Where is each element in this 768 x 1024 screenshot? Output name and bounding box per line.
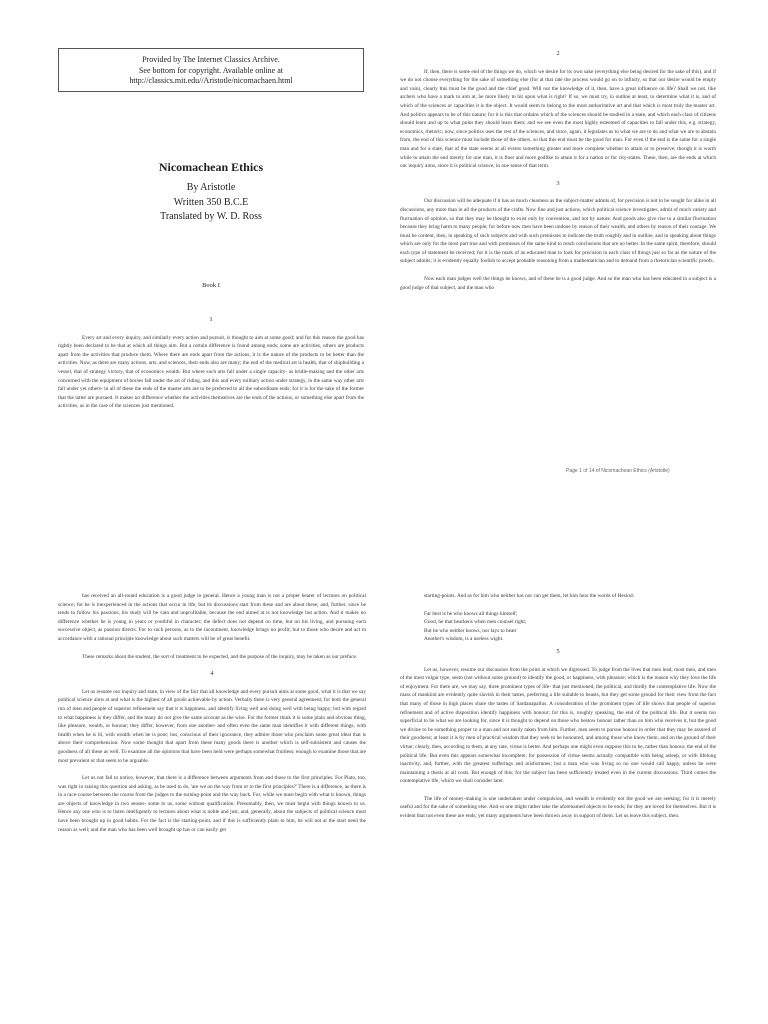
section-number: 2: [556, 50, 560, 57]
page2-right-column: [400, 592, 716, 830]
page2-left-column: [58, 592, 366, 843]
verse-line: Another's wisdom, is a useless wight.: [424, 636, 504, 643]
section-number: 1: [209, 316, 213, 323]
written-line: Written 350 B.C.E: [173, 196, 249, 208]
paragraph: Now each man judges well the things he knows, and of these he is a good judge. And so the man who has been educated in a subject is a good judge of that subject, and the man who: [400, 276, 716, 291]
hesiod-verse: [400, 610, 716, 644]
verse-line: Far best is he who knows all things himself;: [424, 610, 518, 617]
page-footer: Page 1 of 14 of Nicomachean Ethics (Aristotle): [566, 468, 670, 474]
section-number: 3: [556, 179, 560, 187]
section-number: 4: [210, 670, 214, 678]
paragraph: If, then, there is some end of the things we do, which we desire for its own sake (everything else being desired for the sake of this), and if we do not choose everything for the sake of something else (for at that rate the process would go on to infinity, so that our desire would be empty and vain), clearly this must be the good and the chief good. Will not the knowledge of it, then, have a great influence on life? Shall we not, like archers who have a mark to aim at, be more likely to hit upon what is right? If so, we must try, in outline at least, to determine what it is, and of which of the sciences or capacities it is the object. It would seem to belong to the most authoritative art and that which is most truly the master art. And politics appears to be of this nature; for it is this that ordains which of the sciences should be studied in a state, and which each class of citizens should learn and up to what point they should learn them; and we see even the most highly esteemed of capacities to fall under this, e.g. strategy, economics, rhetoric; now, since politics uses the rest of the sciences, and since, again, it legislates as to what we are to do and what we are to abstain from, the end of this science must include those of the others, so that this end must be the good for man. For even if the end is the same for a single man and for a state, that of the state seems at all events something greater and more complete whether to attain or to preserve; though it is worth while to attain the end merely for one man, it is finer and more godlike to attain it for a nation or for city-states. These, then, are the ends at which our inquiry aims, since it is political science, in one sense of that term.: [400, 68, 716, 170]
provided-line-3: http://classics.mit.edu//Aristotle/nicomachaen.html: [129, 76, 293, 85]
paragraph: Let us resume our inquiry and state, in view of the fact that all knowledge and every pursuit aims at some good, what it is that we say political science aims at and what is the highest of all goods achievable by action. Verbally there is very general agreement; for both the general run of men and people of superior refinement say that it is happiness, and identify living well and doing well with being happy; but with regard to what happiness is they differ, and the many do not give the same account as the wise. For the former think it is some plain and obvious thing, like pleasure, wealth, or honour; they differ, however, from one another- and often even the same man identifies it with different things, with health when he is ill, with wealth when he is poor; but, conscious of their ignorance, they admire those who proclaim some great ideal that is above their comprehension. Now some thought that apart from these many goods there is another which is self-subsistent and causes the goodness of all these as well. To examine all the opinions that have been held were perhaps somewhat fruitless; enough to examine those that are most prevalent or that seem to be arguable.: [58, 688, 366, 764]
verse-line: But he who neither knows, nor lays to heart: [424, 627, 517, 634]
paragraph: Every art and every inquiry, and similarly every action and pursuit, is thought to aim at some good; and for this reason the good has rightly been declared to be that at which all things aim. But a certain difference is found among ends; some are activities, others are products apart from the activities that produce them. Where there are ends apart from the actions, it is the nature of the products to be better than the activities. Now, as there are many actions, arts, and sciences, their ends also are many; the end of the medical art is health, that of shipbuilding a vessel, that of strategy victory, that of economics wealth. But where such arts fall under a single capacity- as bridle-making and the other arts concerned with the equipment of horses fall under the art of riding, and this and every military action under strategy, in the same way other arts fall under yet others- in all of these the ends of the master arts are to be preferred to all the subordinate ends; for it is for the sake of the former that the latter are pursued. It makes no difference whether the activities themselves are the ends of the actions, or something else apart from the activities, as in the case of the sciences just mentioned.: [58, 334, 364, 410]
translator-line: Translated by W. D. Ross: [160, 211, 262, 222]
page1-left-column: [58, 316, 364, 420]
paragraph: starting-points. And as for him who neither has nor can get them, let him hear the words of Hesiod:: [424, 593, 635, 599]
page1-right-column: [400, 50, 716, 301]
author-line: By Aristotle: [186, 182, 236, 193]
paragraph: These remarks about the student, the sort of treatment to be expected, and the purpose of the inquiry, may be taken as our preface.: [82, 653, 358, 660]
paragraph: The life of money-making is one undertaken under compulsion, and wealth is evidently not the good we are seeking; for it is merely useful and for the sake of something else. And so one might rather take the aforenamed objects to be ends; for they are loved for themselves. But it is evident that not even these are ends; yet many arguments have been thrown away in support of them. Let us leave this subject, then.: [400, 795, 716, 820]
paragraph: Let us not fail to notice, however, that there is a difference between arguments from and those to the first principles. For Plato, too, was right in raising this question and asking, as he used to do, 'are we on the way from or to the first principles?' There is a difference, as there is in a race-course between the course from the judges to the turning-point and the way back. For, while we must begin with what is known, things are objects of knowledge in two senses- some to us, some without qualification. Presumably, then, we must begin with things known to us. Hence any one who is to listen intelligently to lectures about what is noble and just, and, generally, about the subjects of political science must have been brought up in good habits. For the fact is the starting-point, and if this is sufficiently plain to him, he will not at the start need the reason as well; and the man who has been well brought up has or can easily get: [58, 775, 366, 833]
title-block: [58, 160, 364, 225]
document-title: Nicomachean Ethics: [158, 160, 264, 174]
verse-line: Good, he that hearkens when men counsel right;: [424, 619, 527, 626]
provided-by-box: [58, 48, 364, 92]
section-number: 5: [556, 647, 560, 655]
paragraph: has received an all-round education is a good judge in general. Hence a young man is not a proper hearer of lectures on political science; for he is inexperienced in the actions that occur in life, but its discussions start from these and are about these; and, further, since he tends to follow his passions, his study will be vain and unprofitable, because the end aimed at is not knowledge but action. And it makes no difference whether he is young in years or youthful in character; the defect does not depend on time, but on his living, and pursuing each successive object, as passion directs. For to such persons, as to the incontinent, knowledge brings no profit; but to those who desire and act in accordance with a rational principle knowledge about such matters will be of great benefit.: [58, 593, 366, 642]
provided-line-2: See bottom for copyright. Available online at: [138, 65, 284, 75]
book-label: Book I: [202, 282, 220, 289]
paragraph: Let us, however, resume our discussion from the point at which we digressed. To judge from the lives that men lead, most men, and men of the most vulgar type, seem (not without some ground) to identify the good, or happiness, with pleasure; which is the reason why they love the life of enjoyment. For there are, we may say, three prominent types of life- that just mentioned, the political, and thirdly the contemplative life. Now the mass of mankind are evidently quite slavish in their tastes, preferring a life suitable to beasts, but they get some ground for their view from the fact that many of those in high places share the tastes of Sardanapallus. A consideration of the prominent types of life shows that people of superior refinement and of active disposition identify happiness with honour; for this is, roughly speaking, the end of the political life. But it seems too superficial to be what we are looking for, since it is thought to depend on those who bestow honour rather than on him who receives it, but the good we divine to be something proper to a man and not easily taken from him. Further, men seem to pursue honour in order that they may be assured of their goodness; at least it is by men of practical wisdom that they seek to be honoured, and among those who know them, and on the ground of their virtue; clearly, then, according to them, at any rate, virtue is better. And perhaps one might even suppose this to be, rather than honour, the end of the political life. But even this appears somewhat incomplete; for possession of virtue seems actually compatible with being asleep, or with lifelong inactivity, and, further, with the greatest sufferings and misfortunes; but a man who was living so no one would call happy, unless he were maintaining a thesis at all costs. But enough of this; for the subject has been sufficiently treated even in the current discussions. Third comes the contemplative life, which we shall consider later.: [400, 666, 716, 785]
provided-line-1: Provided by The Internet Classics Archive.: [142, 55, 280, 64]
paragraph: Our discussion will be adequate if it has as much clearness as the subject-matter admits of, for precision is not to be sought for alike in all discussions, any more than in all the products of the crafts. Now fine and just actions, which political science investigates, admit of much variety and fluctuation of opinion, so that they may be thought to exist only by convention, and not by nature. And goods also give rise to a similar fluctuation because they bring harm to many people; for before now men have been undone by reason of their wealth, and others by reason of their courage. We must be content, then, in speaking of such subjects and with such premisses to indicate the truth roughly and in outline, and in speaking about things which are only for the most part true and with premisses of the same kind to reach conclusions that are no better. In the same spirit, therefore, should each type of statement be received; for it is the mark of an educated man to look for precision in each class of things just so far as the nature of the subject admits; it is evidently equally foolish to accept probable reasoning from a mathematician and to demand from a rhetorician scientific proofs.: [400, 198, 716, 265]
document-page-2: [0, 512, 768, 1024]
